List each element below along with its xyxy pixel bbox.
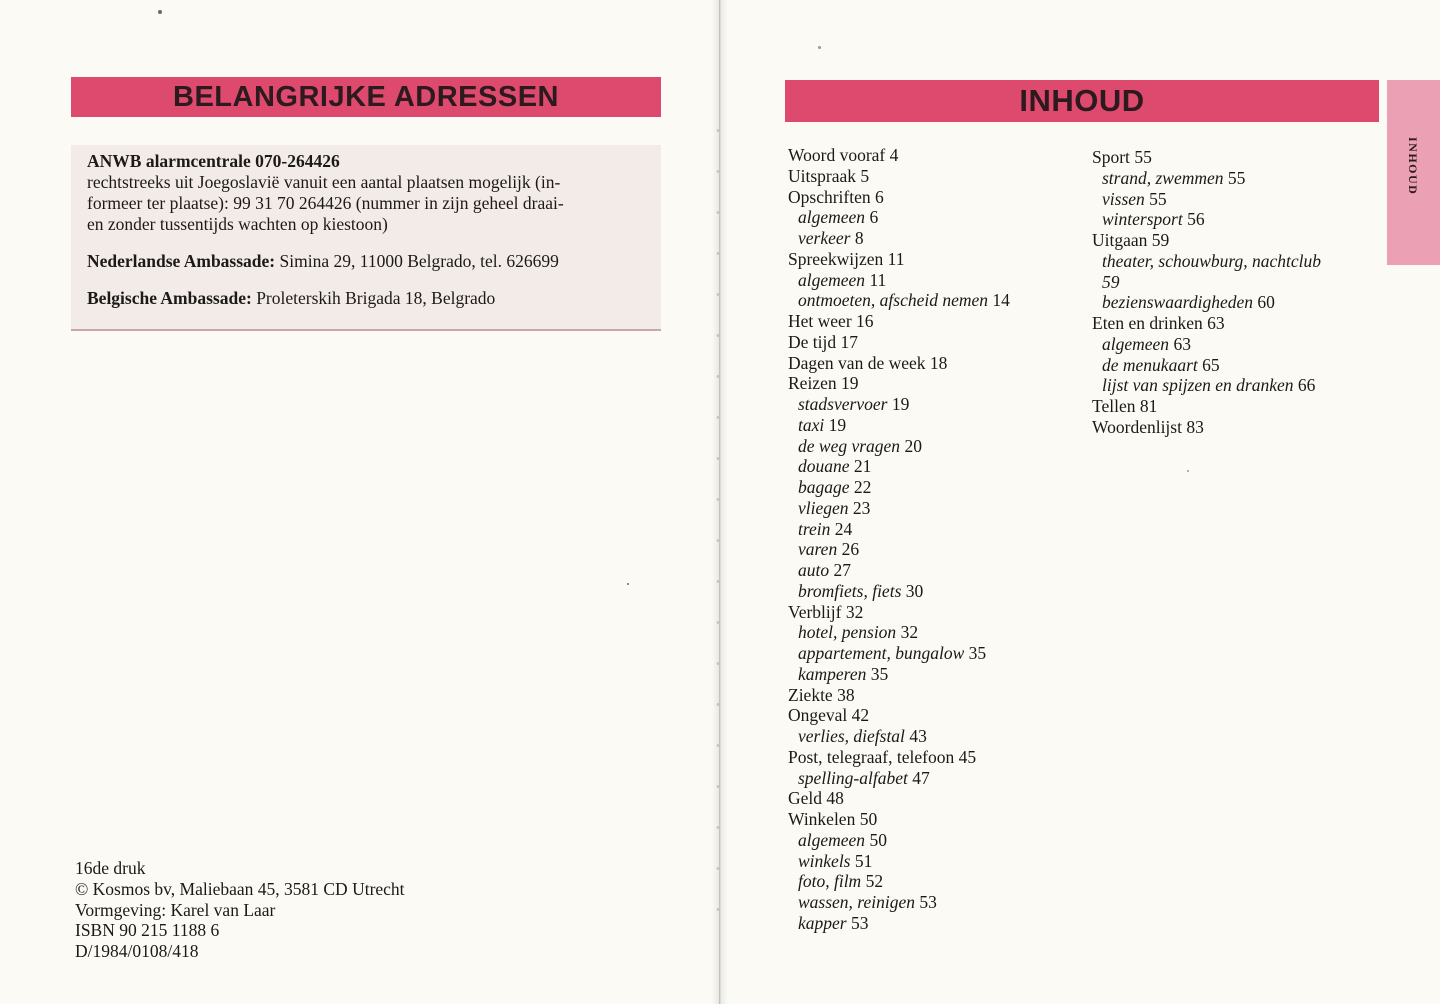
- toc-subentry: [1092, 189, 1321, 210]
- contents-heading-text: INHOUD: [1019, 83, 1145, 118]
- paper-speck: [1187, 470, 1189, 472]
- toc-title: algemeen: [1102, 333, 1170, 354]
- toc-page-number: 32: [845, 601, 864, 622]
- toc-title: Ongeval: [788, 705, 848, 726]
- contents-heading: [785, 80, 1379, 122]
- toc-title: foto, film: [798, 871, 862, 892]
- toc-subentry: [788, 436, 1010, 457]
- toc-title: appartement, bungalow: [798, 643, 965, 663]
- toc-subentry: [788, 830, 1010, 851]
- toc-title: Dagen van de week: [788, 352, 926, 373]
- toc-title: vliegen: [798, 497, 849, 518]
- toc-entry: [788, 332, 1010, 353]
- toc-subentry: [1092, 355, 1321, 376]
- imprint-line: © Kosmos bv, Maliebaan 45, 3581 CD Utrecht: [75, 878, 405, 899]
- toc-subentry: [788, 415, 1010, 436]
- toc-subentry: [1092, 168, 1321, 189]
- toc-page-number: 63: [1173, 333, 1191, 354]
- toc-entry: [1092, 417, 1321, 438]
- toc-subentry: [788, 664, 1010, 685]
- toc-page-number: 53: [850, 912, 869, 933]
- anwb-line-1: rechtstreeks uit Joegoslavië vanuit een aantal plaatsen mogelijk (in-: [87, 172, 561, 192]
- toc-title: douane: [798, 456, 850, 477]
- toc-entry: [788, 747, 1010, 768]
- toc-subentry: [788, 539, 1010, 560]
- toc-page-number: 6: [869, 207, 879, 228]
- toc-page-number: 21: [853, 456, 872, 477]
- toc-title: Woord vooraf: [788, 145, 886, 165]
- toc-title: trein: [798, 518, 831, 539]
- toc-entry: [788, 602, 1010, 623]
- toc-page-number: 83: [1186, 416, 1204, 437]
- toc-page-number: 60: [1257, 292, 1275, 313]
- toc-subentry: [788, 477, 1010, 498]
- toc-subentry: [788, 456, 1010, 477]
- toc-subentry: [1092, 209, 1321, 230]
- be-embassy-label: Belgische Ambassade:: [87, 288, 252, 308]
- toc-title: strand, zwemmen: [1102, 167, 1224, 188]
- toc-title: auto: [798, 560, 830, 580]
- toc-title: Winkelen: [788, 809, 856, 829]
- toc-page-number: 51: [854, 850, 873, 871]
- toc-subentry: [1092, 272, 1321, 293]
- toc-page-number: 19: [840, 373, 859, 394]
- imprint: [75, 858, 405, 962]
- toc-title: algemeen: [798, 269, 866, 290]
- toc-page-number: 20: [904, 435, 922, 456]
- imprint-line: D/1984/0108/418: [75, 941, 199, 962]
- toc-column-right: [1092, 147, 1321, 438]
- toc-title: vissen: [1102, 188, 1145, 209]
- side-tab[interactable]: [1387, 80, 1440, 265]
- toc-entry: [788, 788, 1010, 809]
- toc-title: ontmoeten, afscheid nemen: [798, 290, 989, 311]
- toc-page-number: 26: [841, 539, 860, 560]
- toc-title: Tellen: [1092, 396, 1136, 416]
- toc-title: verkeer: [798, 228, 851, 248]
- toc-page-number: 11: [887, 248, 905, 269]
- toc-page-number: 24: [834, 518, 853, 539]
- toc-subentry: [788, 851, 1010, 872]
- toc-entry: [788, 705, 1010, 726]
- nl-embassy-value: Simina 29, 11000 Belgrado, tel. 626699: [279, 251, 559, 271]
- toc-title: Reizen: [788, 373, 837, 394]
- toc-title: bromfiets, fiets: [798, 580, 902, 601]
- toc-title: bezienswaardigheden: [1102, 292, 1253, 313]
- toc-title: wintersport: [1102, 209, 1183, 230]
- toc-page-number: 38: [837, 684, 855, 705]
- toc-page-number: 50: [869, 829, 887, 850]
- binding-stitching: [716, 110, 720, 940]
- toc-page-number: 55: [1227, 167, 1246, 188]
- toc-title: wassen, reinigen: [798, 892, 915, 912]
- toc-title: de menukaart: [1102, 354, 1198, 375]
- toc-title: winkels: [798, 850, 851, 871]
- paper-speck: [818, 46, 821, 49]
- toc-page-number: 65: [1202, 354, 1220, 375]
- toc-entry: [1092, 396, 1321, 417]
- toc-title: Verblijf: [788, 601, 842, 622]
- imprint-line: ISBN 90 215 1188 6: [75, 920, 220, 941]
- imprint-line: Vormgeving: Karel van Laar: [75, 899, 276, 920]
- toc-page-number: 5: [860, 165, 870, 186]
- toc-title: kamperen: [798, 663, 867, 684]
- toc-entry: [788, 166, 1010, 187]
- toc-title: De tijd: [788, 331, 837, 352]
- anwb-label: ANWB alarmcentrale 070-264426: [87, 151, 340, 171]
- toc-entry: [788, 187, 1010, 208]
- toc-entry: [788, 145, 1010, 166]
- toc-subentry: [788, 207, 1010, 228]
- toc-page-number: 53: [919, 892, 937, 912]
- side-tab-label: INHOUD: [1406, 137, 1420, 196]
- toc-subentry: [788, 581, 1010, 602]
- toc-page-number: 55: [1134, 147, 1152, 167]
- right-page: [721, 0, 1440, 1004]
- toc-title: Opschriften: [788, 186, 871, 207]
- toc-subentry: [788, 726, 1010, 747]
- toc-entry: [1092, 230, 1321, 251]
- toc-page-number: 35: [870, 663, 889, 684]
- toc-title: Woordenlijst: [1092, 416, 1182, 437]
- toc-title: Sport: [1092, 147, 1130, 167]
- toc-page-number: 52: [865, 871, 884, 892]
- toc-title: stadsvervoer: [798, 394, 888, 414]
- toc-title: bagage: [798, 477, 850, 497]
- spine-shadow: [712, 0, 728, 1004]
- toc-title: varen: [798, 539, 838, 560]
- toc-title: lijst van spijzen en dranken: [1102, 375, 1294, 396]
- toc-entry: [1092, 147, 1321, 168]
- toc-page-number: 17: [840, 331, 858, 352]
- toc-subentry: [788, 560, 1010, 581]
- toc-page-number: 43: [909, 726, 927, 746]
- toc-subentry: [1092, 251, 1321, 272]
- toc-subentry: [1092, 375, 1321, 396]
- toc-page-number: 11: [869, 269, 887, 290]
- toc-title: kapper: [798, 912, 847, 933]
- toc-page-number: 48: [826, 788, 844, 809]
- toc-title: Ziekte: [788, 684, 833, 705]
- be-embassy: [87, 288, 645, 309]
- toc-title: algemeen: [798, 829, 866, 850]
- toc-title: taxi: [798, 414, 825, 435]
- toc-page-number: 19: [891, 394, 910, 414]
- toc-page-number: 50: [859, 809, 878, 829]
- addresses-box: [71, 145, 661, 331]
- toc-subentry: [788, 228, 1010, 249]
- toc-subentry: [788, 622, 1010, 643]
- toc-entry: [788, 311, 1010, 332]
- toc-entry: [788, 809, 1010, 830]
- addresses-heading-text: BELANGRIJKE ADRESSEN: [173, 81, 559, 113]
- toc-title: Spreekwijzen: [788, 248, 884, 269]
- toc-page-number: 63: [1207, 313, 1225, 333]
- toc-page-number: 81: [1139, 396, 1158, 416]
- toc-subentry: [788, 871, 1010, 892]
- toc-page-number: 55: [1149, 188, 1167, 209]
- toc-title: Uitspraak: [788, 165, 857, 186]
- toc-page-number: 8: [854, 228, 864, 248]
- toc-page-number: 16: [856, 311, 874, 331]
- toc-page-number: 59: [1151, 230, 1170, 250]
- toc-page-number: 22: [853, 477, 872, 497]
- toc-page-number: 30: [905, 580, 924, 601]
- toc-title: de weg vragen: [798, 435, 901, 456]
- toc-title: Post, telegraaf, telefoon: [788, 746, 955, 767]
- toc-entry: [1092, 313, 1321, 334]
- toc-subentry: [788, 270, 1010, 291]
- toc-page-number: 18: [929, 352, 948, 373]
- toc-entry: [788, 373, 1010, 394]
- toc-title: Geld: [788, 788, 823, 809]
- toc-page-number: 42: [851, 705, 870, 726]
- toc-page-number: 66: [1297, 375, 1316, 396]
- toc-page-number: 6: [875, 186, 884, 207]
- toc-page-number: 47: [912, 767, 930, 788]
- toc-title: Uitgaan: [1092, 230, 1148, 250]
- imprint-line: 16de druk: [75, 858, 146, 878]
- toc-subentry: [788, 768, 1010, 789]
- toc-subentry: [1092, 292, 1321, 313]
- toc-subentry: [788, 290, 1010, 311]
- toc-page-number: 56: [1187, 209, 1205, 230]
- paper-speck: [158, 10, 162, 14]
- toc-entry: [788, 249, 1010, 270]
- toc-title: spelling-alfabet: [798, 767, 908, 788]
- toc-page-number: 45: [958, 746, 977, 767]
- toc-title: Het weer: [788, 311, 852, 331]
- toc-subentry: [788, 892, 1010, 913]
- addresses-heading: [71, 77, 661, 117]
- toc-subentry: [788, 643, 1010, 664]
- toc-title: algemeen: [798, 207, 866, 228]
- toc-subentry: [1092, 334, 1321, 355]
- toc-title: 59: [1102, 271, 1120, 292]
- toc-page-number: 35: [968, 643, 987, 663]
- toc-page-number: 14: [992, 290, 1010, 311]
- paper-speck: [627, 583, 629, 585]
- toc-page-number: 32: [900, 622, 919, 643]
- toc-title: hotel, pension: [798, 622, 897, 643]
- toc-entry: [788, 353, 1010, 374]
- toc-subentry: [788, 498, 1010, 519]
- toc-page-number: 19: [828, 414, 847, 435]
- toc-entry: [788, 685, 1010, 706]
- toc-page-number: 23: [852, 497, 871, 518]
- toc-title: Eten en drinken: [1092, 313, 1203, 333]
- toc-page-number: 4: [889, 145, 899, 165]
- anwb-line-3: en zonder tussentijds wachten op kiestoon): [87, 214, 388, 234]
- toc-subentry: [788, 394, 1010, 415]
- toc-title: theater, schouwburg, nachtclub: [1102, 250, 1322, 271]
- toc-title: verlies, diefstal: [798, 726, 905, 746]
- toc-subentry: [788, 913, 1010, 934]
- anwb-line-2: formeer ter plaatse): 99 31 70 264426 (nummer in zijn geheel draai-: [87, 193, 564, 213]
- nl-embassy-label: Nederlandse Ambassade:: [87, 251, 276, 271]
- toc-page-number: 27: [833, 560, 851, 580]
- be-embassy-value: Proleterskih Brigada 18, Belgrado: [256, 288, 496, 308]
- toc-subentry: [788, 519, 1010, 540]
- toc-column-left: [788, 145, 1010, 934]
- nl-embassy: [87, 251, 645, 272]
